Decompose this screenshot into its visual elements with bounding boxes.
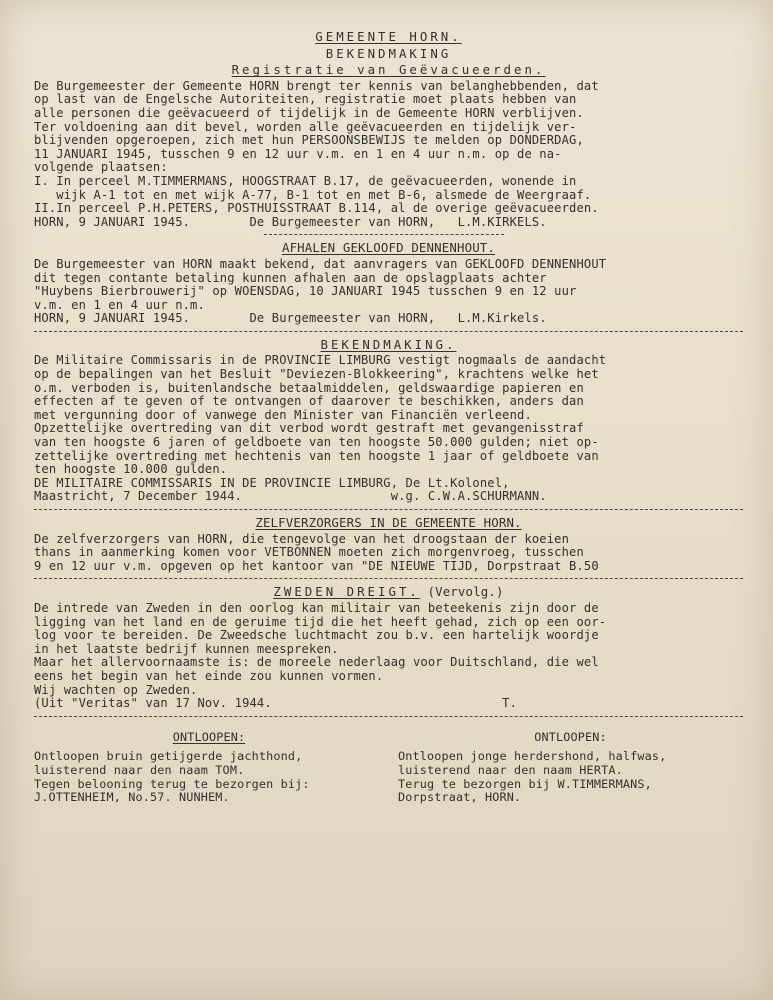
sweden-title: ZWEDEN DREIGT.	[273, 584, 420, 600]
text-line: De Burgemeester van HORN maakt bekend, dat aanvragers van GEKLOOFD DENNENHOUT	[34, 256, 607, 271]
text-line: volgende plaatsen:	[34, 160, 168, 175]
section-divider	[34, 578, 743, 579]
notice-heading: BEKENDMAKING	[325, 45, 452, 61]
text-line: luisterend naar den naam HERTA.	[398, 762, 623, 777]
text-line: De Burgemeester der Gemeente HORN brengt ter kennis van belanghebbenden, dat	[34, 78, 599, 93]
text-line: Ontloopen jonge herdershond, halfwas,	[398, 749, 667, 764]
text-line: Ter voldoening aan dit bevel, worden alle geëvacueerden en tijdelijk ver-	[34, 119, 577, 134]
section-divider	[34, 509, 743, 510]
text-line: thans in aanmerking komen voor VETBONNEN moeten zich morgenvroeg, tusschen	[34, 545, 584, 560]
lost-ad-heading: ONTLOOPEN:	[534, 729, 607, 744]
text-line: De intrede van Zweden in den oorlog kan militair van beteekenis zijn door de	[34, 600, 599, 615]
text-line: Terug te bezorgen bij W.TIMMERMANS,	[398, 776, 652, 791]
lost-dog-ad-right	[398, 731, 743, 805]
text-line: I. In perceel M.TIMMERMANS, HOOGSTRAAT B.17, de geëvacueerden, wonende in	[34, 173, 577, 188]
text-line: Ontloopen bruin getijgerde jachthond,	[34, 749, 303, 764]
signature-line: Maastricht, 7 December 1944. w.g. C.W.A.SCHURMANN.	[34, 489, 547, 504]
text-line: 11 JANUARI 1945, tusschen 9 en 12 uur v.m. en 1 en 4 uur n.m. op de na-	[34, 146, 562, 161]
text-line: dit tegen contante betaling kunnen afhalen aan de opslagplaats achter	[34, 270, 547, 285]
registration-notice-body	[34, 80, 743, 230]
text-line: effecten af te geven of te ontvangen of daarover te beschikken, anders dan	[34, 394, 584, 409]
text-line: blijvenden opgeroepen, zich met hun PERSOONSBEWIJS te melden op DONDERDAG,	[34, 133, 584, 148]
registration-subject: Registratie van Geëvacueerden.	[231, 62, 546, 78]
text-line: "Huybens Bierbrouwerij" op WOENSDAG, 10 JANUARI 1945 tusschen 9 en 12 uur	[34, 284, 577, 299]
text-line: Opzettelijke overtreding van dit verbod wordt gestraft met gevangenisstraf	[34, 421, 584, 436]
section-divider	[34, 716, 743, 717]
text-line: Dorpstraat, HORN.	[398, 790, 522, 805]
text-line: op de bepalingen van het Besluit "Deviezen-Blokkeering", krachtens welke het	[34, 367, 599, 382]
text-line: log voor te bereiden. De Zweedsche luchtmacht zou b.v. een hartelijk woordje	[34, 628, 599, 643]
lost-ad-heading: ONTLOOPEN:	[172, 729, 246, 744]
lost-dog-ad-left	[34, 731, 384, 805]
sweden-title-suffix: (Vervolg.)	[419, 584, 504, 600]
text-line: alle personen die geëvacueerd of tijdelijk in de Gemeente HORN verblijven.	[34, 105, 584, 120]
text-line: eens het begin van het einde zou kunnen vormen.	[34, 668, 384, 683]
text-line: v.m. en 1 en 4 uur n.m.	[34, 297, 205, 312]
text-line: wijk A-1 tot en met wijk A-77, B-1 tot en met B-6, alsmede de Weergraaf.	[34, 187, 592, 202]
text-line: met vergunning door of vanwege den Minister van Financiën verleend.	[34, 407, 532, 422]
signature-line: DE MILITAIRE COMMISSARIS IN DE PROVINCIE LIMBURG, De Lt.Kolonel,	[34, 475, 510, 490]
text-line: ligging van het land en de geruime tijd die het heeft gehad, zich op een oor-	[34, 614, 607, 629]
text-line: o.m. verboden is, buitenlandsche betaalmiddelen, geldswaardige papieren en	[34, 380, 584, 395]
text-line: De Militaire Commissaris in de PROVINCIE LIMBURG vestigt nogmaals de aandacht	[34, 353, 607, 368]
self-providers-body	[34, 533, 743, 574]
sweden-article-body	[34, 602, 743, 711]
text-line: Wij wachten op Zweden.	[34, 682, 198, 697]
firewood-notice-body	[34, 258, 743, 326]
text-line: zettelijke overtreding met hechtenis van ten hoogste 1 jaar of geldboete van	[34, 448, 599, 463]
sweden-heading	[34, 585, 743, 599]
section-divider	[264, 234, 504, 235]
text-line: in het laatste bedrijf kunnen meespreken.	[34, 641, 339, 656]
text-line: De zelfverzorgers van HORN, die tengevolge van het droogstaan der koeien	[34, 531, 570, 546]
self-providers-heading: ZELFVERZORGERS IN DE GEMEENTE HORN.	[255, 515, 522, 530]
signature-line: HORN, 9 JANUARI 1945. De Burgemeester van HORN, L.M.KIRKELS.	[34, 214, 547, 229]
military-notice-heading: BEKENDMAKING.	[320, 336, 457, 352]
text-line: Tegen belooning terug te bezorgen bij:	[34, 776, 310, 791]
text-line: Maar het allervoornaamste is: de moreele nederlaag voor Duitschland, die wel	[34, 655, 599, 670]
source-line: (Uit "Veritas" van 17 Nov. 1944. T.	[34, 696, 518, 711]
municipality-heading: GEMEENTE HORN.	[315, 29, 462, 44]
text-line: II.In perceel P.H.PETERS, POSTHUISSTRAAT B.114, al de overige geëvacueerden.	[34, 201, 599, 216]
firewood-heading: AFHALEN GEKLOOFD DENNENHOUT.	[281, 240, 496, 256]
text-line: 9 en 12 uur v.m. opgeven op het kantoor van "DE NIEUWE TIJD, Dorpstraat B.50	[34, 558, 599, 573]
text-line: J.OTTENHEIM, No.57. NUNHEM.	[34, 790, 230, 805]
text-line: op last van de Engelsche Autoriteiten, registratie moet plaats hebben van	[34, 92, 577, 107]
lost-dog-ads	[34, 731, 743, 805]
section-divider	[34, 331, 743, 332]
text-line: van ten hoogste 6 jaren of geldboete van ten hoogste 50.000 gulden; niet op-	[34, 435, 599, 450]
text-line: ten hoogste 10.000 gulden.	[34, 462, 228, 477]
signature-line: HORN, 9 JANUARI 1945. De Burgemeester van HORN, L.M.Kirkels.	[34, 311, 547, 326]
text-line: luisterend naar den naam TOM.	[34, 762, 245, 777]
military-notice-body	[34, 354, 743, 504]
